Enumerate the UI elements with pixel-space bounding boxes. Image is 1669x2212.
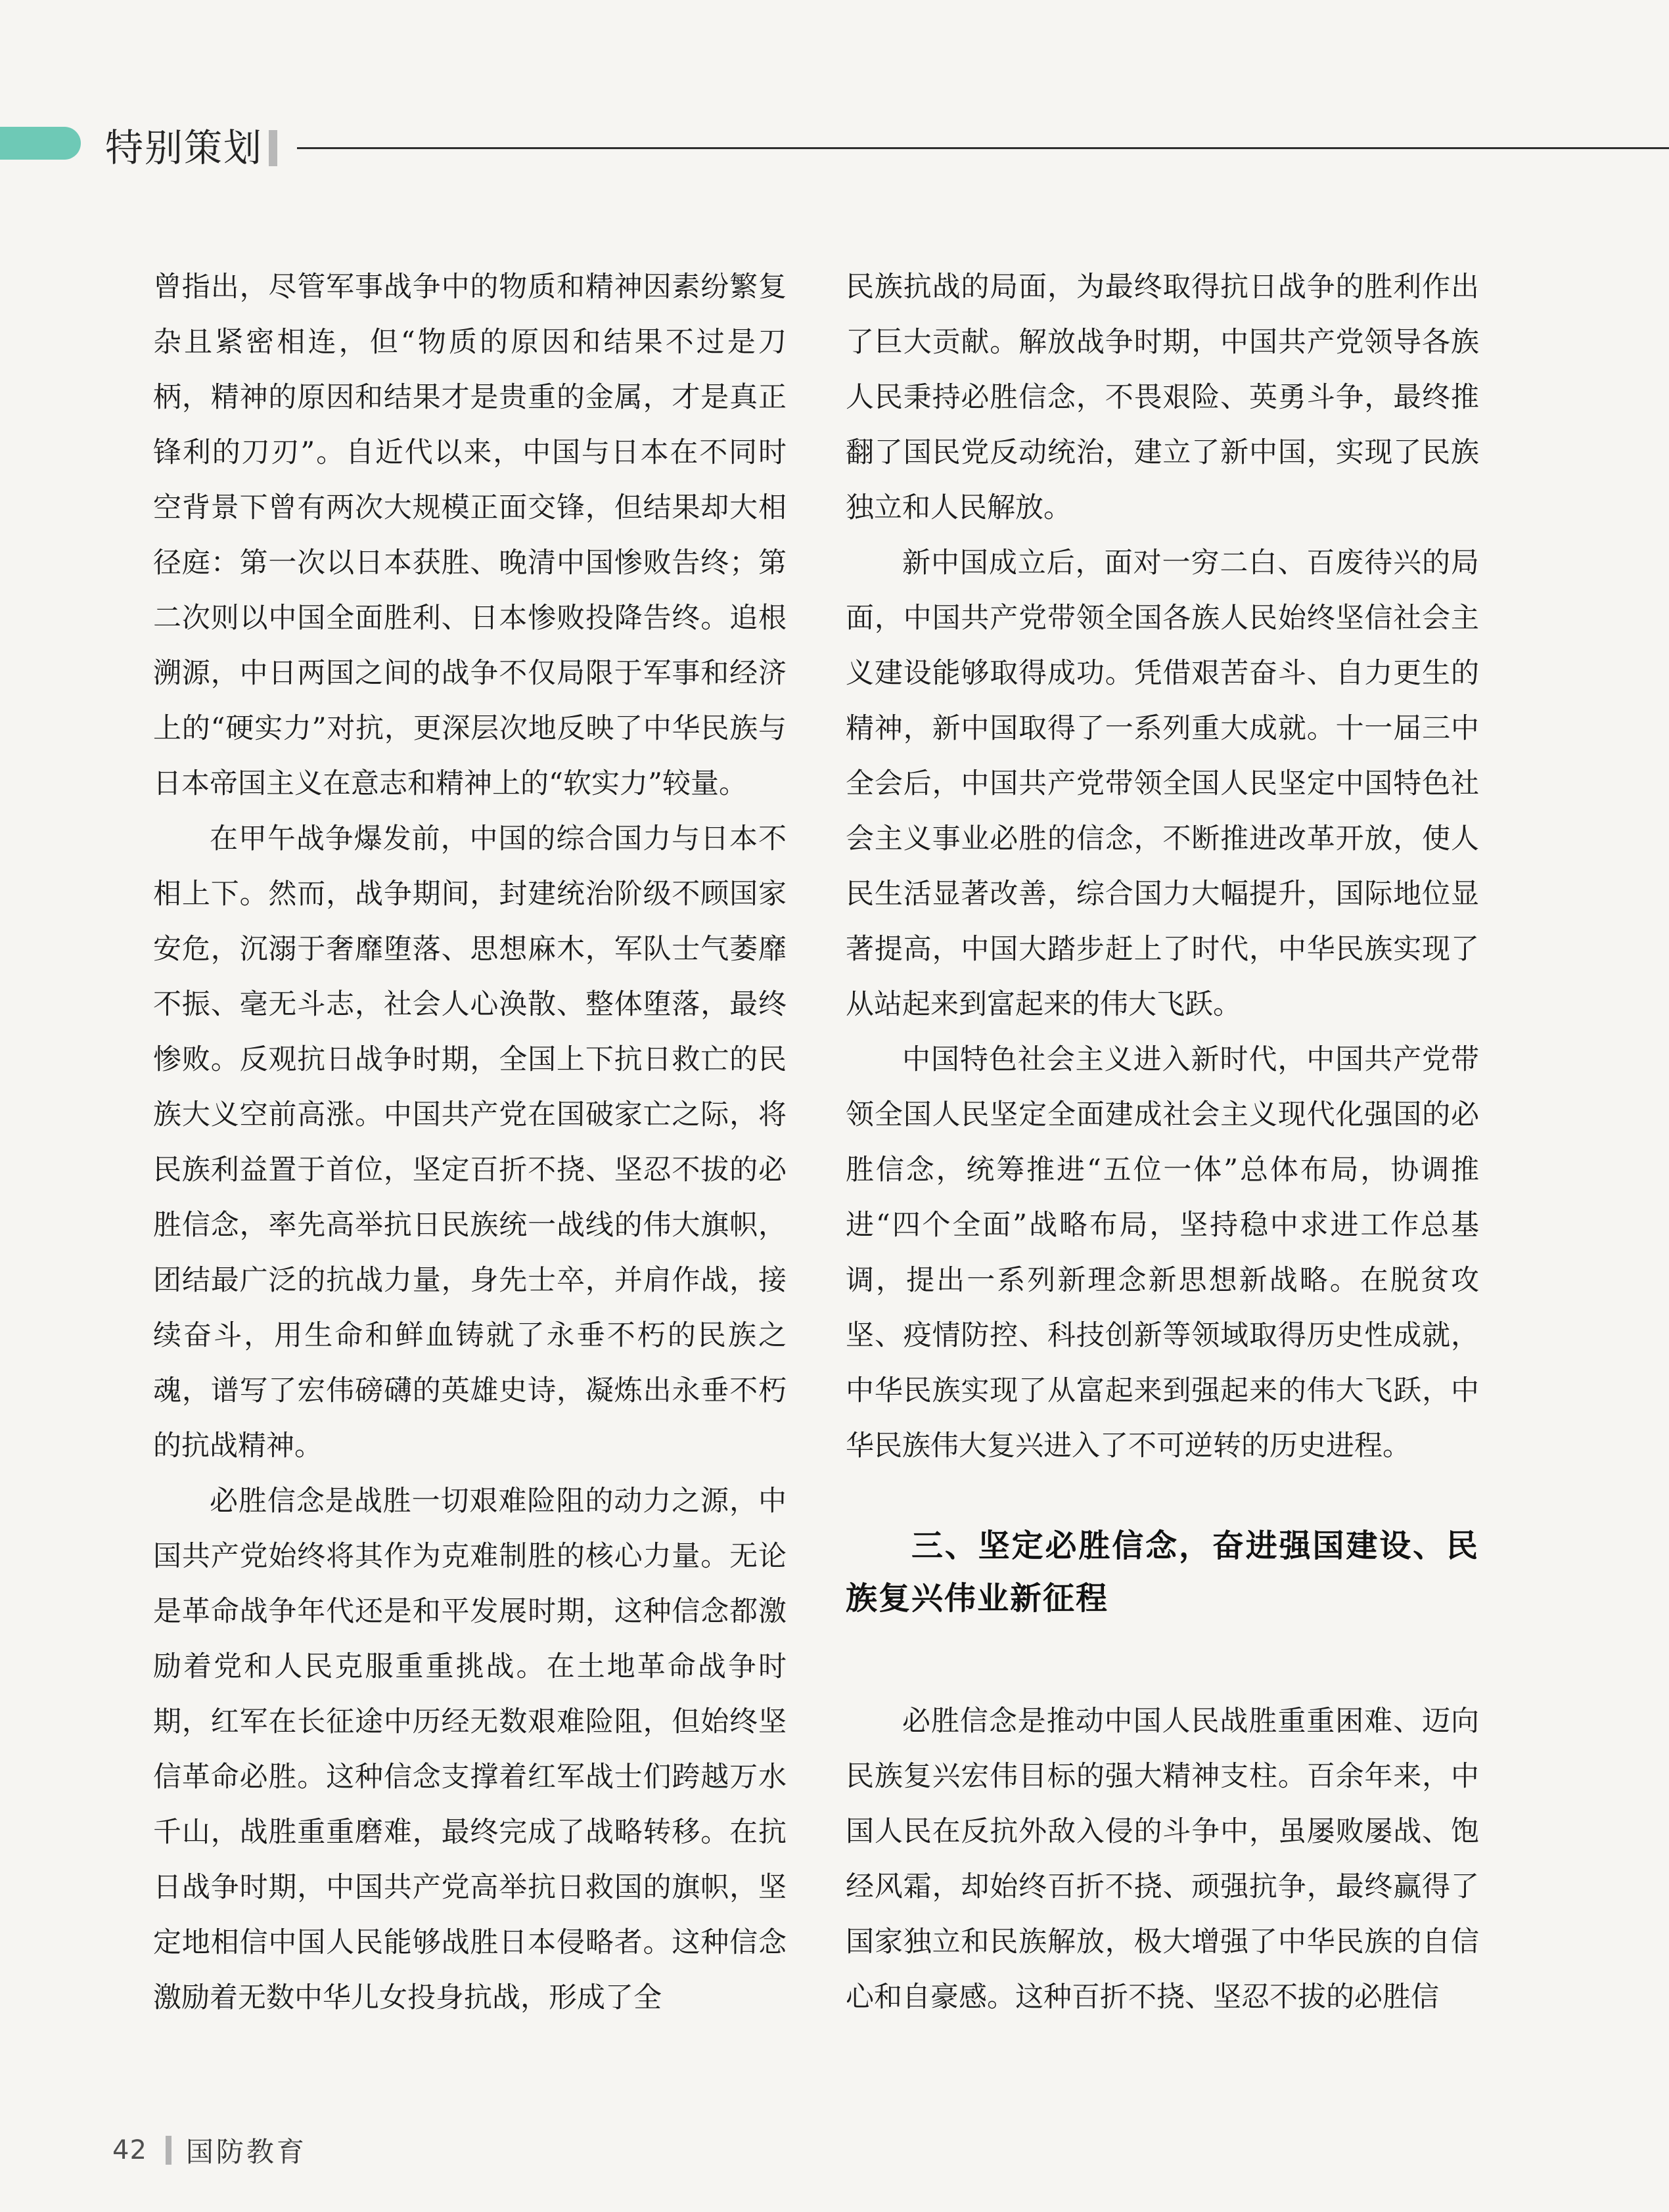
footer-tick-divider bbox=[166, 2136, 171, 2165]
body-paragraph: 中国特色社会主义进入新时代，中国共产党带领全国人民坚定全面建成社会主义现代化强国的必胜信念，统筹推进“五位一体”总体布局，协调推进“四个全面”战略布局，坚持稳中求进工作总基调，提出一系列新理念新思想新战略。在脱贫攻坚、疫情防控、科技创新等领域取得历史性成就，中华民族实现了从富起来到强起来的伟大飞跃，中华民族伟大复兴进入了不可逆转的历史进程。 bbox=[846, 1043, 1479, 1462]
body-paragraph: 曾指出，尽管军事战争中的物质和精神因素纷繁复杂且紧密相连，但“物质的原因和结果不过是刀柄，精神的原因和结果才是贵重的金属，才是真正锋利的刀刃”。自近代以来，中国与日本在不同时空背景下曾有两次大规模正面交锋，但结果却大相径庭：第一次以日本获胜、晚清中国惨败告终；第二次则以中国全面胜利、日本惨败投降告终。追根溯源，中日两国之间的战争不仅局限于军事和经济上的“硬实力”对抗，更深层次地反映了中华民族与日本帝国主义在意志和精神上的“软实力”较量。 bbox=[153, 271, 787, 800]
right-column-paragraphs-after bbox=[846, 1694, 1479, 2025]
body-paragraph: 在甲午战争爆发前，中国的综合国力与日本不相上下。然而，战争期间，封建统治阶级不顾国家安危，沉溺于奢靡堕落、思想麻木，军队士气萎靡不振、毫无斗志，社会人心涣散、整体堕落，最终惨败。反观抗日战争时期，全国上下抗日救亡的民族大义空前高涨。中国共产党在国破家亡之际，将民族利益置于首位，坚定百折不挠、坚忍不拔的必胜信念，率先高举抗日民族统一战线的伟大旗帜，团结最广泛的抗战力量，身先士卒，并肩作战，接续奋斗，用生命和鲜血铸就了永垂不朽的民族之魂，谱写了宏伟磅礴的英雄史诗，凝炼出永垂不朽的抗战精神。 bbox=[153, 823, 787, 1462]
right-column-paragraphs bbox=[846, 260, 1479, 1474]
page-number: 42 bbox=[112, 2135, 147, 2165]
journal-name: 国防教育 bbox=[185, 2136, 307, 2168]
body-paragraph: 民族抗战的局面，为最终取得抗日战争的胜利作出了巨大贡献。解放战争时期，中国共产党领导各族人民秉持必胜信念，不畏艰险、英勇斗争，最终推翻了国民党反动统治，建立了新中国，实现了民族独立和人民解放。 bbox=[846, 271, 1479, 524]
article-right-column bbox=[846, 260, 1479, 2081]
section-label: 特别策划 bbox=[105, 125, 263, 170]
body-paragraph: 新中国成立后，面对一穷二白、百废待兴的局面，中国共产党带领全国各族人民始终坚信社会主义建设能够取得成功。凭借艰苦奋斗、自力更生的精神，新中国取得了一系列重大成就。十一届三中全会后，中国共产党带领全国人民坚定中国特色社会主义事业必胜的信念，不断推进改革开放，使人民生活显著改善，综合国力大幅提升，国际地位显著提高，中国大踏步赶上了时代，中华民族实现了从站起来到富起来的伟大飞跃。 bbox=[846, 547, 1479, 1021]
article-left-column bbox=[153, 260, 787, 2081]
section-heading: 三、坚定必胜信念，奋进强国建设、民族复兴伟业新征程 bbox=[846, 1527, 1479, 1617]
body-paragraph: 必胜信念是推动中国人民战胜重重困难、迈向民族复兴宏伟目标的强大精神支柱。百余年来，中国人民在反抗外敌入侵的斗争中，虽屡败屡战、饱经风霜，却始终百折不挠、顽强抗争，最终赢得了国家独立和民族解放，极大增强了中华民族的自信心和自豪感。这种百折不挠、坚忍不拔的必胜信 bbox=[846, 1705, 1479, 2014]
header-rule-line bbox=[297, 147, 1669, 149]
body-paragraph: 必胜信念是战胜一切艰难险阻的动力之源，中国共产党始终将其作为克难制胜的核心力量。无论是革命战争年代还是和平发展时期，这种信念都激励着党和人民克服重重挑战。在土地革命战争时期，红军在长征途中历经无数艰难险阻，但始终坚信革命必胜。这种信念支撑着红军战士们跨越万水千山，战胜重重磨难，最终完成了战略转移。在抗日战争时期，中国共产党高举抗日救国的旗帜，坚定地相信中国人民能够战胜日本侵略者。这种信念激励着无数中华儿女投身抗战，形成了全 bbox=[153, 1485, 787, 2014]
header-tick-divider bbox=[269, 130, 277, 166]
section-accent-pill bbox=[0, 127, 81, 160]
page-footer bbox=[112, 2134, 307, 2167]
